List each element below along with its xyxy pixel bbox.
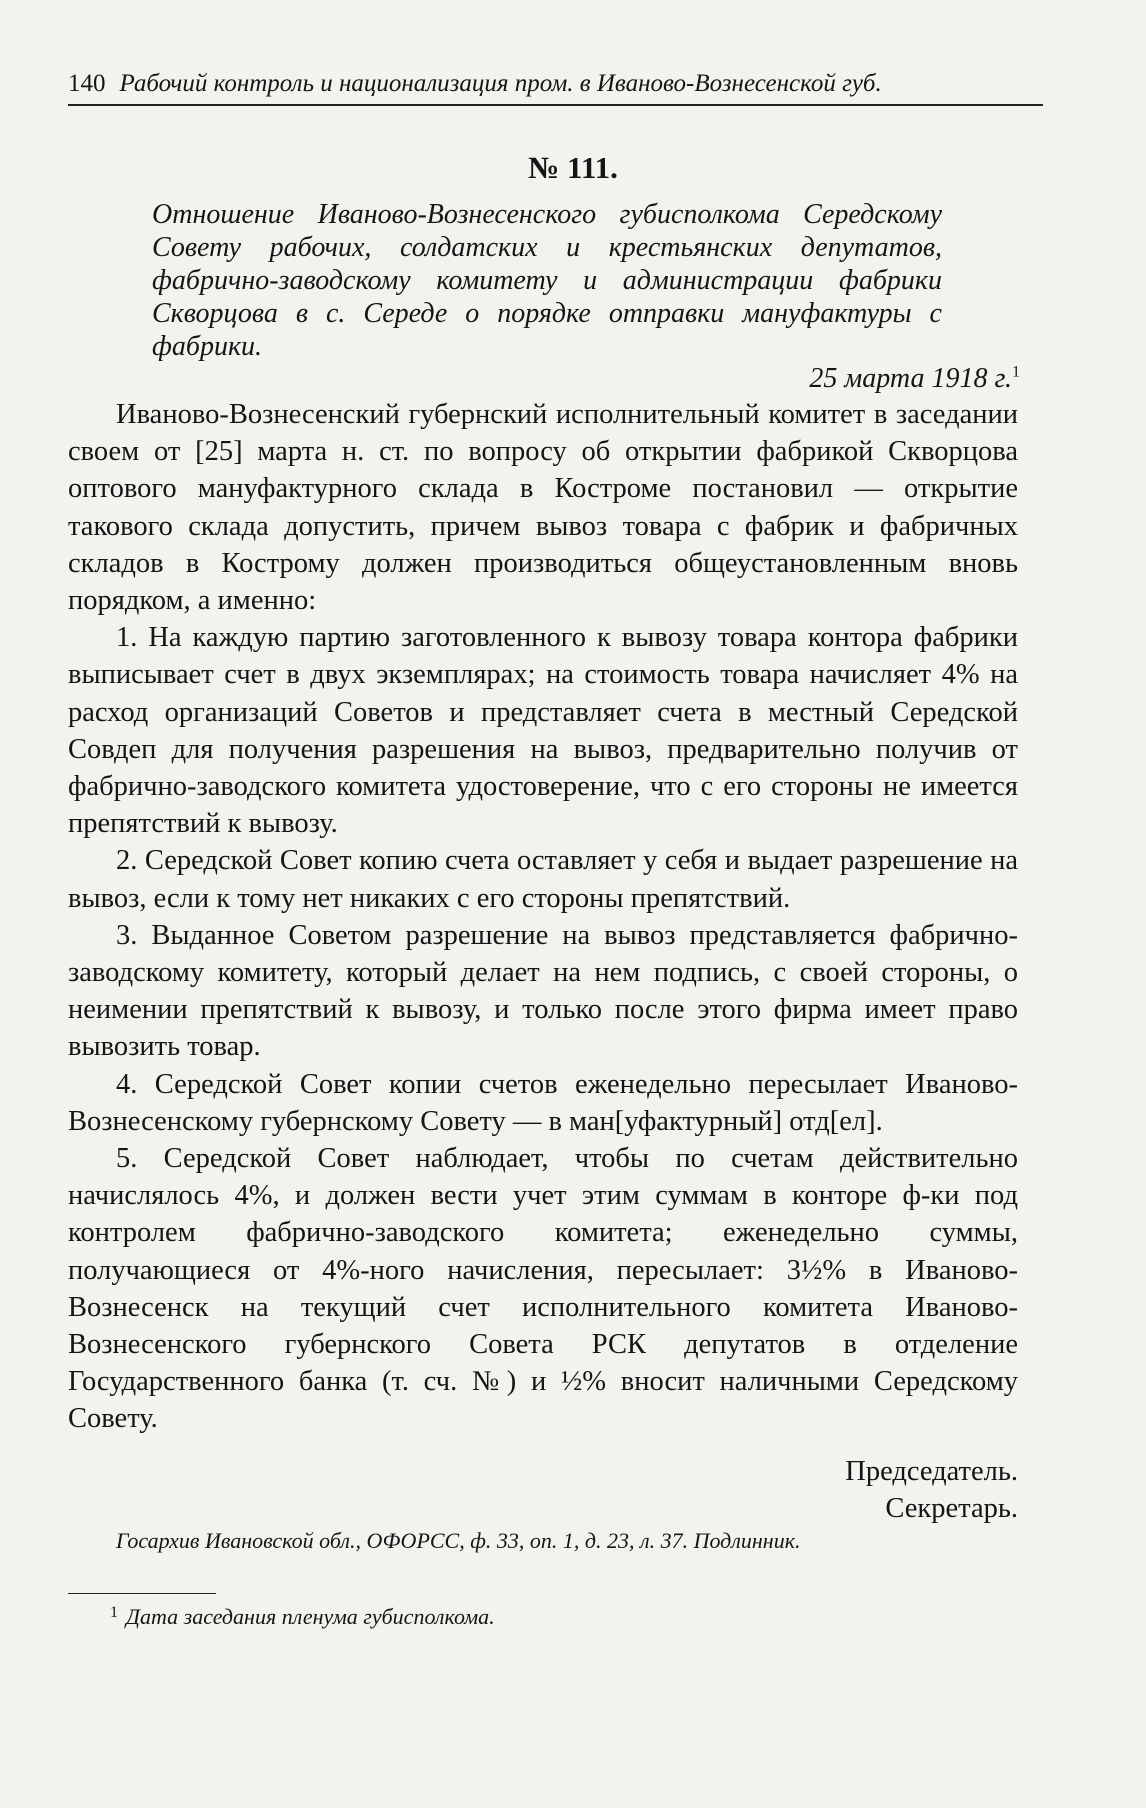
footnote [110,1604,1010,1630]
document-number: № 111. [528,150,618,185]
archive-reference: Госархив Ивановской обл., ОФОРСС, ф. 33, оп. 1, д. 23, л. 37. Подлинник. [116,1528,801,1553]
body-paragraph-item-2: 2. Середской Совет копию счета оставляет у себя и выдает разрешение на вывоз, если к тому нет никаких с его стороны препятствий. [68,845,1018,914]
footnote-divider [68,1593,216,1594]
body-paragraph-item-3: 3. Выданное Советом разрешение на вывоз представляется фабрично-заводскому комитету, который делает на нем подпись, с своей стороны, о неимении препятствий к вывозу, и только после этого фирма имеет право вывозить товар. [68,919,1018,1063]
document-body [68,396,1018,1438]
document-date [600,363,1020,395]
running-title: Рабочий контроль и национализация пром. в Иваново-Вознесенской губ. [119,70,882,97]
signature-secretary: Секретарь. [885,1493,1018,1524]
running-header [68,70,1043,106]
footnote-mark: 1 [110,1604,118,1621]
body-paragraph-item-4: 4. Середской Совет копии счетов еженедельно пересылает Иваново-Вознесенскому губернскому Совету — в ман[уфактурный] отд[ел]. [68,1068,1018,1137]
document-title: Отношение Иваново-Вознесенского губисполкома Середскому Совету рабочих, солдатских и крестьянских депутатов, фабрично-заводскому комитету и администрации фабрики Скворцова в с. Середе о порядке отправки мануфактуры с фабрики. [152,199,942,362]
body-paragraph-item-5: 5. Середской Совет наблюдает, чтобы по счетам действительно начислялось 4%, и должен вести учет этим суммам в конторе ф-ки под контролем фабрично-заводского комитета; еженедельно суммы, получающиеся от 4%-ного начисления, пересылает: 3½% в Иваново-Вознесенск на текущий счет исполнительного комитета Иваново-Вознесенского губернского Совета РСК депутатов в отделение Государственного банка (т. сч. №) и ½% вносит наличными Середскому Совету. [68,1143,1018,1435]
footnote-text: Дата заседания пленума губисполкома. [126,1604,495,1629]
body-paragraph-item-1: 1. На каждую партию заготовленного к вывозу товара контора фабрики выписывает счет в двух экземплярах; на стоимость товара начисляет 4% на расход организаций Советов и представляет счета в местный Середской Совдеп для получения разрешения на вывоз, предварительно получив от фабрично-заводского комитета удостоверение, что с его стороны не имеется препятствий к вывозу. [68,622,1018,840]
date-text: 25 марта 1918 г. [809,363,1012,394]
body-paragraph-intro: Иваново-Вознесенский губернский исполнительный комитет в заседании своем от [25] марта н. ст. по вопросу об открытии фабрикой Скворцова оптового мануфактурного склада в Костроме постановил — открытие такового склада допустить, причем вывоз товара с фабрик и фабричных складов в Кострому должен производиться общеустановленным вновь порядком, а именно: [68,399,1018,617]
signature-block [600,1453,1018,1527]
page-number: 140 [68,70,106,97]
date-footnote-mark: 1 [1012,363,1020,381]
signature-chairman: Председатель. [845,1456,1018,1487]
